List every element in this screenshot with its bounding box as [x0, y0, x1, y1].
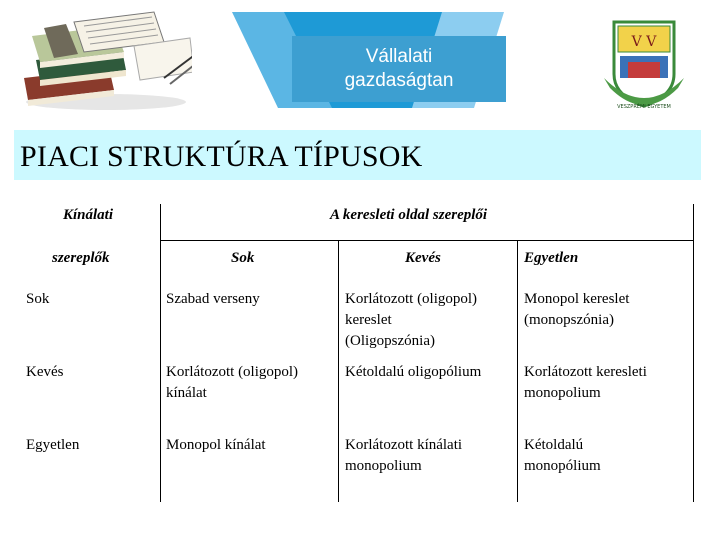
cell-line: kereslet	[345, 312, 392, 328]
table-cell	[166, 362, 298, 404]
cell-line: Monopol kínálat	[166, 437, 266, 453]
table-divider-v1	[160, 204, 161, 502]
table-cell	[166, 289, 260, 310]
table-divider-v3	[517, 240, 518, 502]
corner-header-line2: szereplők	[52, 250, 110, 266]
table-divider-v4	[693, 204, 694, 502]
cell-line: Korlátozott keresleti	[524, 364, 647, 380]
table-divider-v2	[338, 240, 339, 502]
page-heading: PIACI STRUKTÚRA TÍPUSOK	[20, 140, 423, 173]
row-label-egyetlen: Egyetlen	[26, 437, 80, 453]
cell-line: (Oligopszónia)	[345, 333, 435, 349]
cell-line: Szabad verseny	[166, 291, 260, 307]
table-cell	[524, 289, 629, 331]
cell-line: Korlátozott (oligopol)	[345, 291, 478, 307]
course-title-line2: gazdaságtan	[344, 70, 454, 91]
cell-line: monopolium	[524, 385, 601, 401]
table-cell	[345, 435, 462, 477]
books-illustration	[14, 8, 200, 112]
table-cell	[524, 362, 647, 404]
demand-side-header: A keresleti oldal szereplői	[330, 207, 488, 223]
table-cell	[345, 362, 481, 383]
cell-line: Korlátozott kínálati	[345, 437, 463, 453]
corner-header-line1: Kínálati	[63, 207, 114, 223]
crest-ribbon: VESZPRÉMI EGYETEM	[617, 104, 671, 110]
cell-line: kínálat	[166, 385, 207, 401]
crest-letters: V V	[631, 34, 657, 50]
row-label-keves: Kevés	[26, 364, 64, 380]
row-label-sok: Sok	[26, 291, 50, 307]
cell-line: monopolium	[345, 458, 422, 474]
table-divider-h1	[160, 240, 694, 241]
university-crest	[598, 18, 690, 114]
cell-line: Monopol kereslet	[524, 291, 630, 307]
cell-line: Kétoldalú	[524, 437, 584, 453]
course-title-box	[292, 36, 506, 102]
table-cell	[524, 435, 601, 477]
table-cell	[345, 289, 477, 352]
cell-line: monopólium	[524, 458, 601, 474]
cell-line: (monopszónia)	[524, 312, 614, 328]
cell-line: Kétoldalú oligopólium	[345, 364, 482, 380]
col-header-egyetlen: Egyetlen	[524, 250, 579, 266]
cell-line: Korlátozott (oligopol)	[166, 364, 299, 380]
col-header-sok: Sok	[231, 250, 255, 266]
course-title-line1: Vállalati	[365, 46, 433, 67]
table-cell	[166, 435, 266, 456]
col-header-keves: Kevés	[405, 250, 441, 266]
